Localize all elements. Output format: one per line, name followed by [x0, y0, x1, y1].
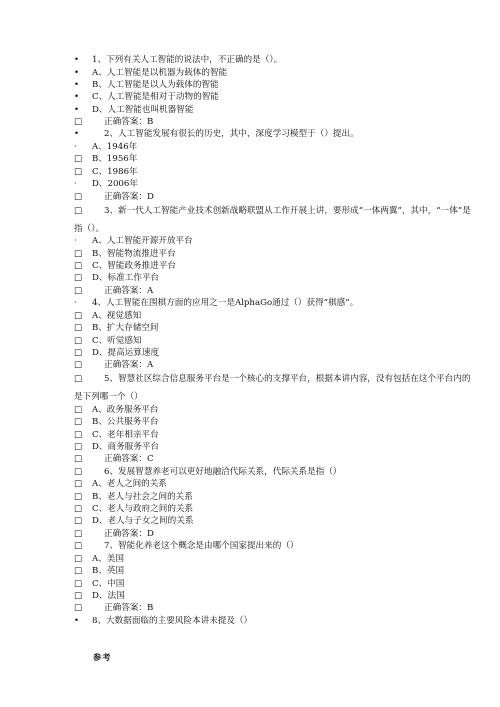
text-line [74, 80, 434, 91]
line-text: 5、智慧社区综合信息服务平台是一个核心的支撑平台，根据本讲内容，没有包括在这个平台内的 [104, 374, 471, 384]
checkbox-glyph: □ [74, 117, 83, 127]
checkbox-glyph: □ [74, 311, 83, 321]
text-line [74, 591, 434, 602]
checkbox-glyph: □ [74, 554, 83, 564]
line-text: 正确答案：A [104, 286, 154, 296]
bullet-glyph: • [74, 129, 80, 139]
line-text: C、听觉感知 [92, 336, 142, 346]
checkbox-glyph: □ [74, 192, 83, 202]
text-line [74, 192, 434, 203]
line-text: 2、人工智能发展有很长的历史，其中，深度学习模型于（）提出。 [104, 129, 359, 139]
checkbox-glyph: □ [74, 504, 83, 514]
checkbox-glyph: □ [74, 430, 83, 440]
line-text: B、老人与社会之间的关系 [92, 492, 193, 502]
bullet-glyph: • [74, 80, 80, 90]
checkbox-glyph: □ [74, 454, 83, 464]
line-text: C、老年相亲平台 [92, 430, 159, 440]
text-line [74, 206, 471, 217]
line-text: 3、新一代人工智能产业技术创新战略联盟从工作开展上讲，要形成“一体两翼”，其中，“一体”是 [104, 206, 471, 216]
text-line [74, 454, 434, 465]
checkbox-glyph: □ [74, 273, 83, 283]
text-line [74, 129, 434, 140]
text-line [74, 179, 434, 190]
line-text: 正确答案：B [104, 603, 154, 613]
line-text: 是下列哪一个（） [74, 392, 143, 402]
checkbox-glyph: □ [74, 374, 83, 384]
text-line [74, 616, 434, 627]
line-text: A、人工智能是以机器为载体的智能 [92, 68, 228, 78]
line-text: D、提高运算速度 [92, 348, 160, 358]
line-text: A、政务服务平台 [92, 405, 159, 415]
line-text: 正确答案：D [104, 192, 154, 202]
text-line [74, 516, 434, 527]
line-text: B、公共服务平台 [92, 417, 159, 427]
checkbox-glyph: □ [74, 541, 83, 551]
bullet-glyph: • [74, 55, 80, 65]
checkbox-glyph: □ [74, 603, 83, 613]
text-line [74, 261, 434, 272]
text-line [74, 579, 434, 590]
checkbox-glyph: □ [74, 261, 83, 271]
text-line [74, 154, 434, 165]
checkbox-glyph: □ [74, 286, 83, 296]
line-text: 7、智能化养老这个概念是由哪个国家提出来的（） [104, 541, 299, 551]
bullet-glyph: · [74, 298, 77, 308]
checkbox-glyph: □ [74, 566, 83, 576]
line-text: A、人工智能开源开放平台 [92, 236, 193, 246]
line-text: 正确答案：B [104, 117, 154, 127]
line-text: 6、发展智慧养老可以更好地融洽代际关系，代际关系是指（） [104, 467, 342, 477]
text-line [74, 105, 434, 116]
text-line [74, 360, 434, 371]
line-text: C、1986年 [92, 167, 138, 177]
line-text: D、标准工作平台 [92, 273, 160, 283]
line-text: 8、大数据面临的主要风险本讲未提及（） [92, 616, 253, 626]
checkbox-glyph: □ [74, 529, 83, 539]
text-line [74, 348, 434, 359]
text-line [74, 323, 434, 334]
line-text: B、人工智能是以人为载体的智能 [92, 80, 219, 90]
bullet-glyph: • [74, 68, 80, 78]
bullet-glyph: • [74, 105, 80, 115]
text-line [74, 336, 434, 347]
line-text: C、智能政务推进平台 [92, 261, 176, 271]
text-line [74, 249, 434, 260]
text-line [74, 529, 434, 540]
text-line [74, 142, 434, 153]
checkbox-glyph: □ [74, 479, 83, 489]
line-text: A、1946年 [92, 142, 138, 152]
bullet-glyph: • [74, 616, 80, 626]
checkbox-glyph: □ [74, 417, 83, 427]
text-line [74, 273, 434, 284]
checkbox-glyph: □ [74, 154, 83, 164]
line-text: B、扩大存储空间 [92, 323, 159, 333]
line-text: 正确答案：D [104, 529, 154, 539]
line-text: B、1956年 [92, 154, 138, 164]
text-line [74, 467, 434, 478]
line-text: D、2006年 [92, 179, 138, 189]
checkbox-glyph: □ [74, 516, 83, 526]
line-text: C、中国 [92, 579, 125, 589]
text-line [74, 117, 434, 128]
line-text: C、老人与政府之间的关系 [92, 504, 194, 514]
line-text: D、老人与子女之间的关系 [92, 516, 194, 526]
checkbox-glyph: □ [74, 405, 83, 415]
line-text: 1、下列有关人工智能的说法中，不正确的是（）。 [92, 55, 283, 65]
checkbox-glyph: □ [74, 323, 83, 333]
text-line [74, 492, 434, 503]
text-line [74, 442, 434, 453]
text-line [74, 374, 471, 385]
bullet-glyph: · [74, 236, 77, 246]
text-line [74, 430, 434, 441]
line-text: D、法国 [92, 591, 125, 601]
line-text: B、英国 [92, 566, 125, 576]
line-text: C、人工智能是相对于动物的智能 [92, 92, 219, 102]
bullet-glyph: · [74, 179, 77, 189]
checkbox-glyph: □ [74, 336, 83, 346]
checkbox-glyph: □ [74, 360, 83, 370]
text-line [74, 479, 434, 490]
bullet-glyph: · [74, 142, 77, 152]
checkbox-glyph: □ [74, 492, 83, 502]
line-text: D、人工智能也叫机器智能 [92, 105, 194, 115]
line-text: 正确答案：A [104, 360, 154, 370]
text-line [74, 167, 434, 178]
checkbox-glyph: □ [74, 206, 83, 216]
checkbox-glyph: □ [74, 591, 83, 601]
text-line [74, 541, 434, 552]
checkbox-glyph: □ [74, 467, 83, 477]
text-line [74, 286, 434, 297]
text-line [74, 311, 434, 322]
text-line [74, 504, 434, 515]
text-line [74, 298, 434, 309]
line-text: A、视觉感知 [92, 311, 142, 321]
checkbox-glyph: □ [74, 167, 83, 177]
bullet-glyph: • [74, 92, 80, 102]
line-text: 4、人工智能在围棋方面的应用之一是AlphaGo通过（）获得“棋感”。 [92, 298, 359, 308]
line-text: D、商务服务平台 [92, 442, 160, 452]
text-line [74, 236, 434, 247]
line-text: 正确答案：C [104, 454, 154, 464]
text-line [74, 224, 434, 235]
text-line [74, 68, 434, 79]
text-line [74, 603, 434, 614]
line-text: 指（）。 [74, 224, 105, 234]
text-line [74, 405, 434, 416]
text-line [74, 417, 434, 428]
text-line [74, 554, 434, 565]
text-line [74, 92, 434, 103]
line-text: A、美国 [92, 554, 124, 564]
line-text: A、老人之间的关系 [92, 479, 167, 489]
text-line [74, 55, 434, 66]
checkbox-glyph: □ [74, 579, 83, 589]
text-line [74, 392, 434, 403]
checkbox-glyph: □ [74, 348, 83, 358]
text-line [74, 566, 434, 577]
line-text: B、智能物流推进平台 [92, 249, 176, 259]
footer-text: 参考 [93, 652, 112, 662]
checkbox-glyph: □ [74, 249, 83, 259]
checkbox-glyph: □ [74, 442, 83, 452]
